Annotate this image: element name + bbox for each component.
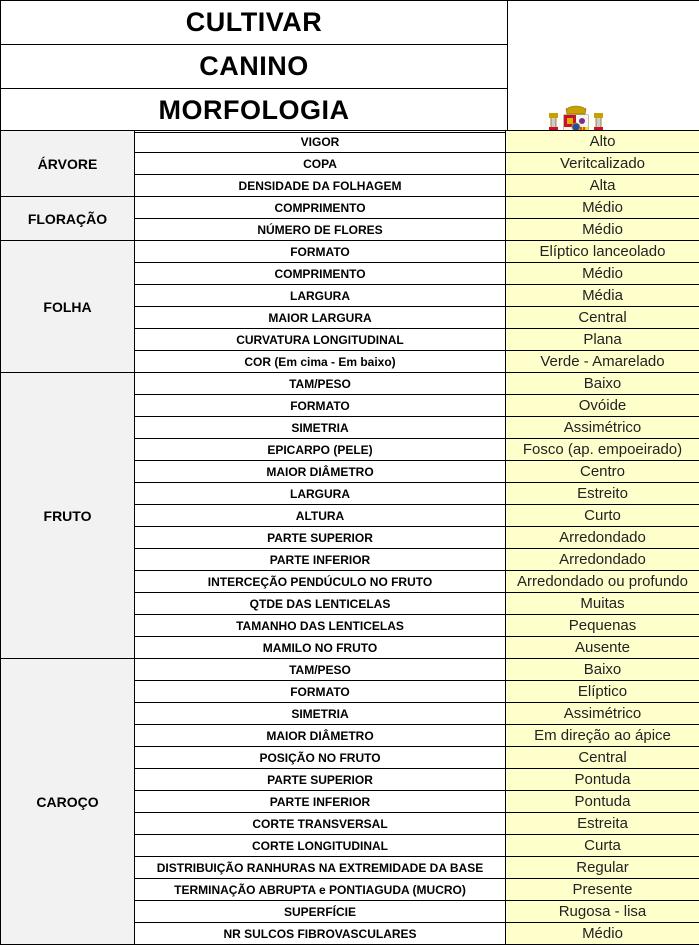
property-value: Estreito: [506, 483, 699, 505]
property-value: Médio: [506, 197, 699, 219]
property-label: LARGURA: [135, 285, 506, 307]
property-label: POSIÇÃO NO FRUTO: [135, 747, 506, 769]
property-value: Baixo: [506, 659, 699, 681]
property-label: COMPRIMENTO: [135, 263, 506, 285]
property-value: Centro: [506, 461, 699, 483]
property-label: PARTE INFERIOR: [135, 791, 506, 813]
property-label: INTERCEÇÃO PENDÚCULO NO FRUTO: [135, 571, 506, 593]
property-value: Central: [506, 307, 699, 329]
property-label: ALTURA: [135, 505, 506, 527]
table-row: [1, 659, 699, 681]
property-value: Assimétrico: [506, 703, 699, 725]
property-label: DENSIDADE DA FOLHAGEM: [135, 175, 506, 197]
property-value: Elíptico: [506, 681, 699, 703]
property-label: FORMATO: [135, 241, 506, 263]
property-label: FORMATO: [135, 681, 506, 703]
property-value: Médio: [506, 219, 699, 241]
cultivar-title: CULTIVAR: [1, 1, 508, 45]
flag-cell: [508, 1, 699, 133]
property-value: Fosco (ap. empoeirado): [506, 439, 699, 461]
table-row: [1, 197, 699, 219]
property-value: Alto: [506, 131, 699, 153]
property-value: Em direção ao ápice: [506, 725, 699, 747]
property-value: Curto: [506, 505, 699, 527]
property-label: MAIOR DIÂMETRO: [135, 725, 506, 747]
property-label: NÚMERO DE FLORES: [135, 219, 506, 241]
property-value: Plana: [506, 329, 699, 351]
property-value: Estreita: [506, 813, 699, 835]
section-title: MORFOLOGIA: [1, 89, 508, 133]
property-value: Ovóide: [506, 395, 699, 417]
property-value: Arredondado ou profundo: [506, 571, 699, 593]
property-value: Pontuda: [506, 769, 699, 791]
property-label: CORTE LONGITUDINAL: [135, 835, 506, 857]
category-label: ÁRVORE: [1, 131, 135, 197]
property-value: Regular: [506, 857, 699, 879]
property-label: SUPERFÍCIE: [135, 901, 506, 923]
property-label: SIMETRIA: [135, 703, 506, 725]
property-value: Alta: [506, 175, 699, 197]
property-label: TAMANHO DAS LENTICELAS: [135, 615, 506, 637]
property-value: Arredondado: [506, 527, 699, 549]
category-label: FRUTO: [1, 373, 135, 659]
property-value: Ausente: [506, 637, 699, 659]
property-label: MAIOR LARGURA: [135, 307, 506, 329]
category-label: FOLHA: [1, 241, 135, 373]
property-label: TAM/PESO: [135, 373, 506, 395]
category-label: CAROÇO: [1, 659, 135, 945]
property-value: Baixo: [506, 373, 699, 395]
property-value: Elíptico lanceolado: [506, 241, 699, 263]
property-value: Pequenas: [506, 615, 699, 637]
property-label: COR (Em cima - Em baixo): [135, 351, 506, 373]
property-label: MAMILO NO FRUTO: [135, 637, 506, 659]
property-label: TAM/PESO: [135, 659, 506, 681]
property-label: PARTE INFERIOR: [135, 549, 506, 571]
property-label: LARGURA: [135, 483, 506, 505]
property-value: Média: [506, 285, 699, 307]
property-value: Médio: [506, 263, 699, 285]
property-label: DISTRIBUIÇÃO RANHURAS NA EXTREMIDADE DA BASE: [135, 857, 506, 879]
property-value: Arredondado: [506, 549, 699, 571]
table-row: [1, 373, 699, 395]
property-label: CORTE TRANSVERSAL: [135, 813, 506, 835]
property-label: NR SULCOS FIBROVASCULARES: [135, 923, 506, 945]
property-value: Muitas: [506, 593, 699, 615]
property-value: Central: [506, 747, 699, 769]
property-label: COMPRIMENTO: [135, 197, 506, 219]
property-label: TERMINAÇÃO ABRUPTA e PONTIAGUDA (MUCRO): [135, 879, 506, 901]
property-value: Veritcalizado: [506, 153, 699, 175]
property-value: Rugosa - lisa: [506, 901, 699, 923]
property-label: EPICARPO (PELE): [135, 439, 506, 461]
property-label: SIMETRIA: [135, 417, 506, 439]
property-label: CURVATURA LONGITUDINAL: [135, 329, 506, 351]
property-label: FORMATO: [135, 395, 506, 417]
property-label: COPA: [135, 153, 506, 175]
table-row: [1, 241, 699, 263]
property-value: Assimétrico: [506, 417, 699, 439]
property-label: PARTE SUPERIOR: [135, 527, 506, 549]
morphology-table: [0, 130, 699, 945]
property-label: MAIOR DIÂMETRO: [135, 461, 506, 483]
property-label: QTDE DAS LENTICELAS: [135, 593, 506, 615]
property-value: Médio: [506, 923, 699, 945]
property-label: VIGOR: [135, 131, 506, 153]
property-label: PARTE SUPERIOR: [135, 769, 506, 791]
property-value: Curta: [506, 835, 699, 857]
property-value: Pontuda: [506, 791, 699, 813]
property-value: Verde - Amarelado: [506, 351, 699, 373]
cultivar-name: CANINO: [1, 45, 508, 89]
table-row: [1, 131, 699, 153]
category-label: FLORAÇÃO: [1, 197, 135, 241]
header-table: [0, 0, 699, 133]
property-value: Presente: [506, 879, 699, 901]
